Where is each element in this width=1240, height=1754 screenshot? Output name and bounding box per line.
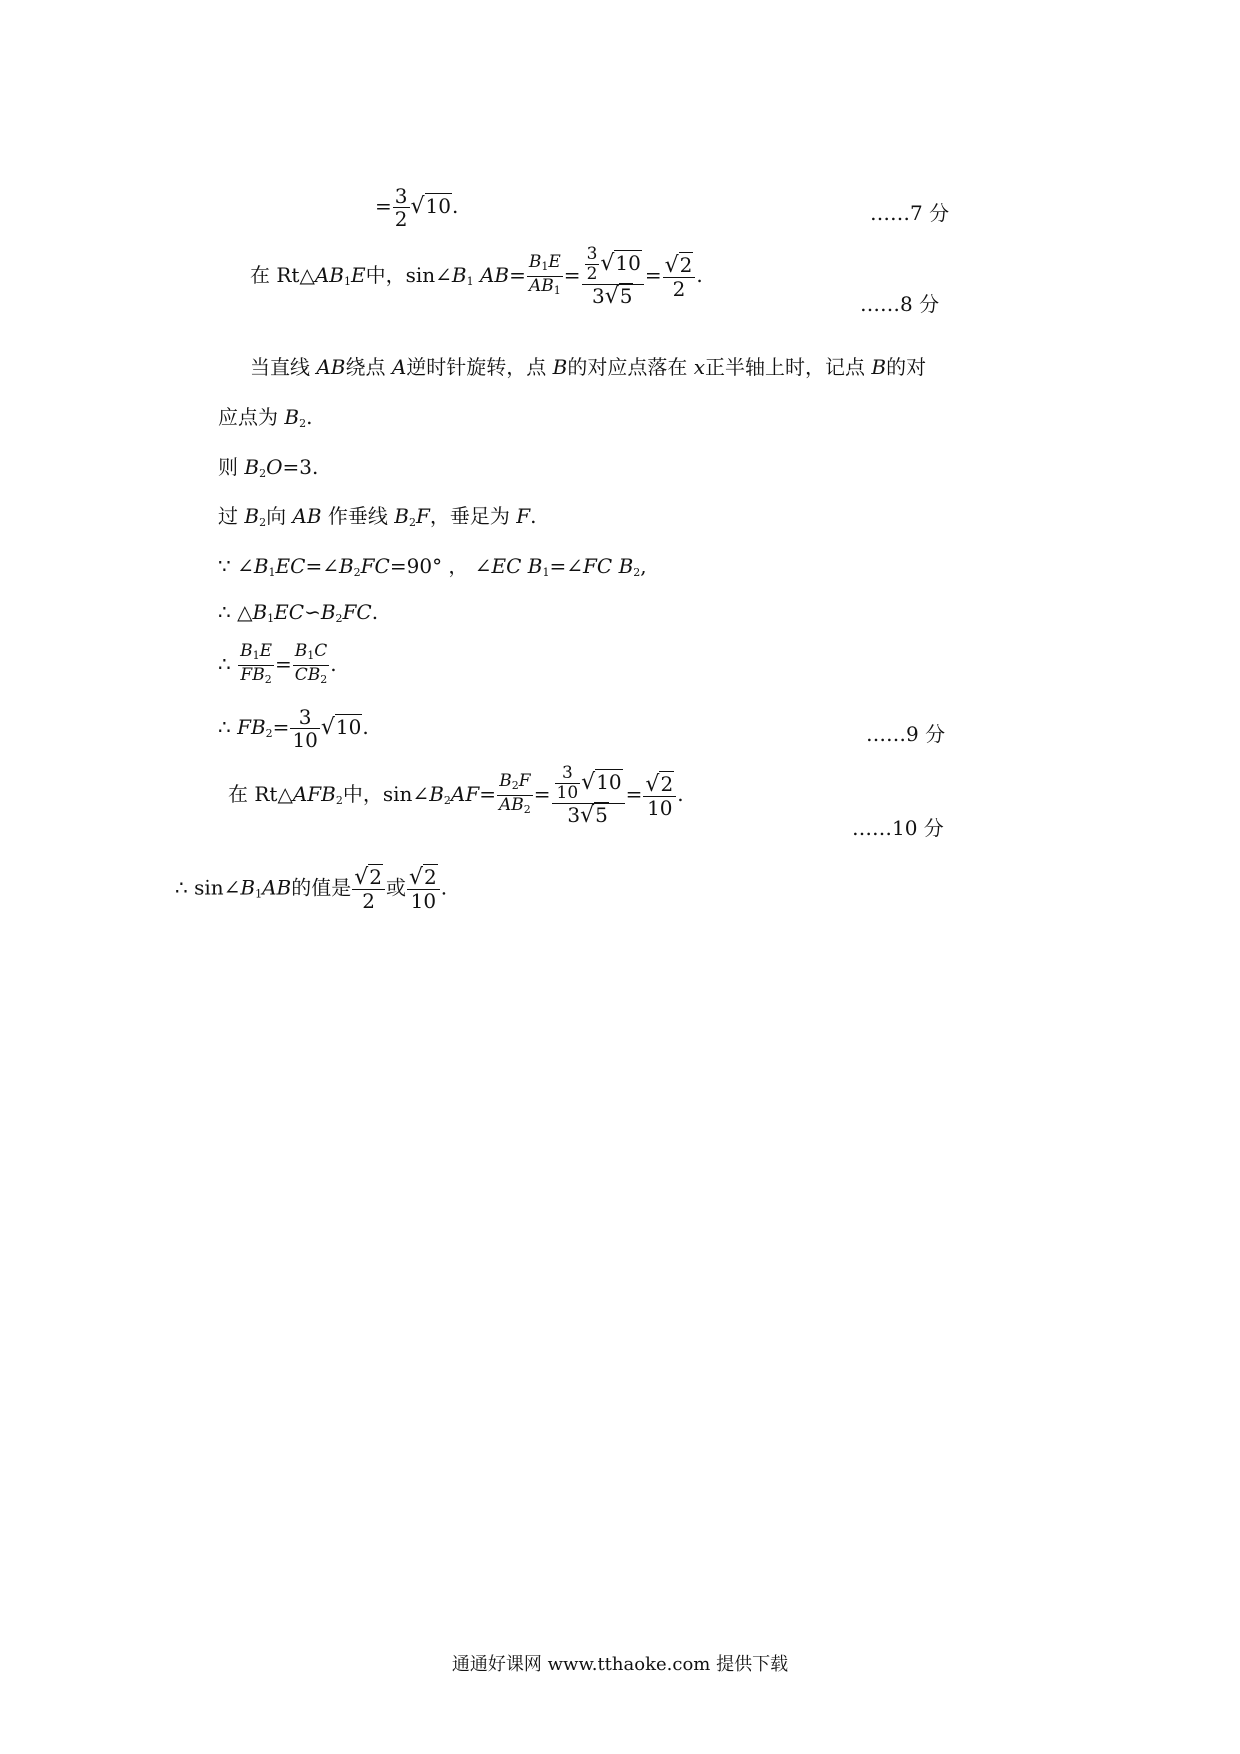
subscript: 2 [511, 779, 519, 792]
var: FC [360, 554, 390, 578]
fraction [497, 772, 533, 819]
inner-denominator: 2 [586, 264, 598, 284]
footer-text: 通通好课网 www.tthaoke.com 提供下载 [451, 1654, 789, 1675]
var: B [252, 600, 268, 624]
subscript: 1 [307, 649, 315, 662]
var: FC [342, 600, 372, 624]
fraction [238, 642, 274, 689]
subscript: 2 [259, 467, 267, 480]
var: B [394, 504, 409, 528]
text: 当直线 [250, 355, 317, 379]
var: B [240, 875, 256, 900]
fraction: $\frac{√2}{2}$ [352, 866, 385, 912]
radicand: 10 [596, 770, 622, 794]
square-root: √10 [320, 715, 362, 740]
radicand: 5 [595, 803, 608, 827]
score-9: ……9 分 [866, 722, 946, 746]
subscript: 2 [335, 612, 343, 625]
subscript: 1 [268, 566, 276, 579]
num-part: F [518, 771, 531, 791]
text: 在 Rt△ [250, 263, 315, 287]
subscript: 2 [259, 516, 267, 529]
period: . [677, 782, 684, 806]
text: 正半轴上时，记点 [705, 355, 872, 379]
fraction-numerator: 3 [290, 706, 319, 729]
subscript: 1 [466, 275, 474, 288]
fraction-denominator: 2 [394, 207, 408, 231]
text: 绕点 [345, 355, 392, 379]
var: AF [450, 782, 480, 806]
radicand: 2 [424, 865, 437, 889]
text: 过 [218, 504, 245, 528]
subscript: 2 [264, 673, 272, 686]
var: B [320, 600, 336, 624]
result-fraction: $\frac{√2}{2}$ [663, 254, 696, 300]
period: . [440, 875, 448, 900]
inner-numerator: 3 [586, 244, 598, 264]
var: B [451, 263, 467, 287]
text: 作垂线 [321, 504, 395, 528]
num-part: B [528, 252, 542, 272]
subscript: 2 [299, 417, 307, 430]
text: ∵ ∠ [218, 554, 254, 578]
num-part: C [314, 641, 328, 661]
var: EC B [491, 554, 543, 578]
text: ∴ sin∠ [175, 875, 241, 900]
text: , [640, 554, 647, 578]
var: A [391, 355, 407, 379]
var: AB [314, 263, 344, 287]
var: B [429, 782, 444, 806]
radicand: 10 [425, 194, 451, 218]
subscript: 1 [542, 566, 550, 579]
num-part: B [499, 771, 512, 791]
text: 的对 [886, 355, 927, 379]
var: EC [274, 600, 305, 624]
compound-fraction: $\frac{3}{2}$ √10 3√5 [582, 245, 644, 308]
denominator: 2 [362, 889, 375, 913]
den-part: AB [498, 795, 524, 815]
line-4 [218, 401, 312, 430]
var: B [253, 554, 269, 578]
line-9 [218, 642, 337, 689]
denominator: 10 [647, 795, 673, 820]
var: EC [275, 554, 306, 578]
den-part: FB [240, 665, 265, 685]
text: ∴ △ [218, 600, 253, 624]
line-5 [218, 451, 318, 480]
score-8: ……8 分 [860, 292, 940, 316]
equals-sign: = [272, 715, 290, 739]
text: =∠ [305, 554, 339, 578]
subscript: 1 [255, 887, 263, 901]
fraction [293, 642, 330, 689]
text: ，垂足为 [429, 504, 517, 528]
subscript: 2 [335, 794, 343, 807]
square-root: √10 [410, 194, 451, 219]
var: x [693, 355, 706, 379]
text: ∽ [304, 600, 321, 624]
subscript: 1 [541, 260, 549, 273]
text: 在 Rt△ [228, 782, 293, 806]
fraction [393, 185, 410, 230]
text: 向 [266, 504, 293, 528]
text: ∴ [218, 652, 238, 676]
num-part: E [259, 641, 273, 661]
period: . [330, 652, 337, 676]
line-11: 在 $Rt\triangle AFB_2$中，$\sin\angle B_2AF=$ $\frac{B_2F}{AB_2}$ = $\frac{3}{10}$ √10 3√5 = $\frac{√2}{10}$ . [228, 763, 684, 828]
result-fraction: $\frac{√2}{10}$ [643, 773, 676, 819]
subscript: 1 [252, 649, 260, 662]
var: B [871, 355, 887, 379]
subscript: 2 [353, 566, 361, 579]
subscript: 2 [633, 566, 641, 579]
var: FB [237, 715, 266, 739]
var: AB [292, 504, 322, 528]
text: 中，sin∠ [342, 782, 430, 806]
var: AB [316, 355, 346, 379]
var: AFB [292, 782, 336, 806]
num-part: E [548, 252, 561, 272]
text: 中，sin∠ [365, 263, 452, 287]
subscript: 1 [267, 612, 275, 625]
text: . [371, 600, 379, 624]
line-3 [250, 351, 926, 380]
equals-sign: = [375, 194, 392, 218]
period: . [451, 194, 459, 218]
text: =90° ， ∠ [389, 554, 492, 578]
denominator: 2 [672, 276, 686, 301]
num-part: B [240, 641, 253, 661]
line-10 [218, 706, 369, 751]
var: AB [262, 875, 292, 900]
var: B [244, 504, 260, 528]
line-8 [218, 600, 378, 625]
fraction-numerator: 3 [394, 184, 408, 208]
inner-fraction [585, 245, 600, 284]
inner-fraction [555, 764, 581, 803]
line-2: 在 $Rt\triangle AB_1E$中，$\sin\angle B_1$ AB= $\frac{B_1E}{AB_1}$ = $\frac{3}{2}$ √10 3√5 = $\frac{√2}{2}$ . [250, 244, 703, 309]
inner-denominator: 10 [556, 783, 579, 803]
radicand: 10 [615, 251, 641, 275]
fraction-denominator: 10 [292, 728, 318, 752]
denominator: 10 [410, 889, 437, 913]
var: B [338, 554, 354, 578]
subscript: 2 [265, 727, 273, 740]
var: B [284, 405, 300, 429]
period: . [696, 263, 703, 287]
text: 逆时针旋转，点 [406, 355, 553, 379]
line-6 [218, 500, 536, 529]
score-7: ……7 分 [870, 201, 950, 225]
coefficient: 3 [591, 284, 605, 308]
inner-numerator: 3 [555, 764, 581, 784]
text: 的值是 [291, 875, 352, 900]
text: 或 [386, 875, 406, 900]
coefficient: 3 [567, 803, 581, 827]
radicand: 2 [369, 865, 382, 889]
var: AB= [473, 263, 526, 287]
period: . [362, 715, 369, 739]
var: O [266, 455, 283, 479]
radicand: 5 [619, 284, 633, 308]
radicand: 2 [660, 771, 674, 796]
text: . [306, 405, 313, 429]
radicand: 10 [335, 715, 362, 739]
subscript: 1 [553, 284, 561, 297]
text: . [530, 504, 537, 528]
subscript: 2 [523, 803, 531, 816]
text: 则 [218, 455, 245, 479]
subscript: 2 [443, 794, 451, 807]
fraction [290, 706, 319, 751]
score-10: ……10 分 [852, 816, 944, 840]
subscript: 2 [408, 516, 416, 529]
num-part: B [294, 641, 308, 661]
subscript: 1 [343, 275, 351, 288]
line-7 [218, 550, 647, 579]
line-1 [375, 185, 458, 230]
fraction [527, 253, 563, 300]
text: 的对应点落在 [567, 355, 694, 379]
den-part: AB [528, 276, 554, 296]
subscript: 2 [320, 673, 328, 686]
text: =∠ [549, 554, 584, 578]
compound-fraction: $\frac{3}{10}$ √10 3√5 [552, 764, 625, 827]
text: =3. [282, 455, 319, 479]
var: FC B [583, 554, 634, 578]
text: ∴ [218, 715, 238, 739]
text: = [479, 782, 496, 806]
var: E [350, 263, 366, 287]
fraction: $\frac{√2}{10}$ [407, 866, 440, 912]
var: F [516, 504, 531, 528]
radicand: 2 [679, 252, 693, 277]
var: F [415, 504, 430, 528]
equals-sign: = [275, 652, 292, 676]
line-12 [175, 866, 447, 912]
text: 应点为 [218, 405, 285, 429]
var: B [552, 355, 568, 379]
var: B [244, 455, 260, 479]
den-part: CB [294, 665, 321, 685]
